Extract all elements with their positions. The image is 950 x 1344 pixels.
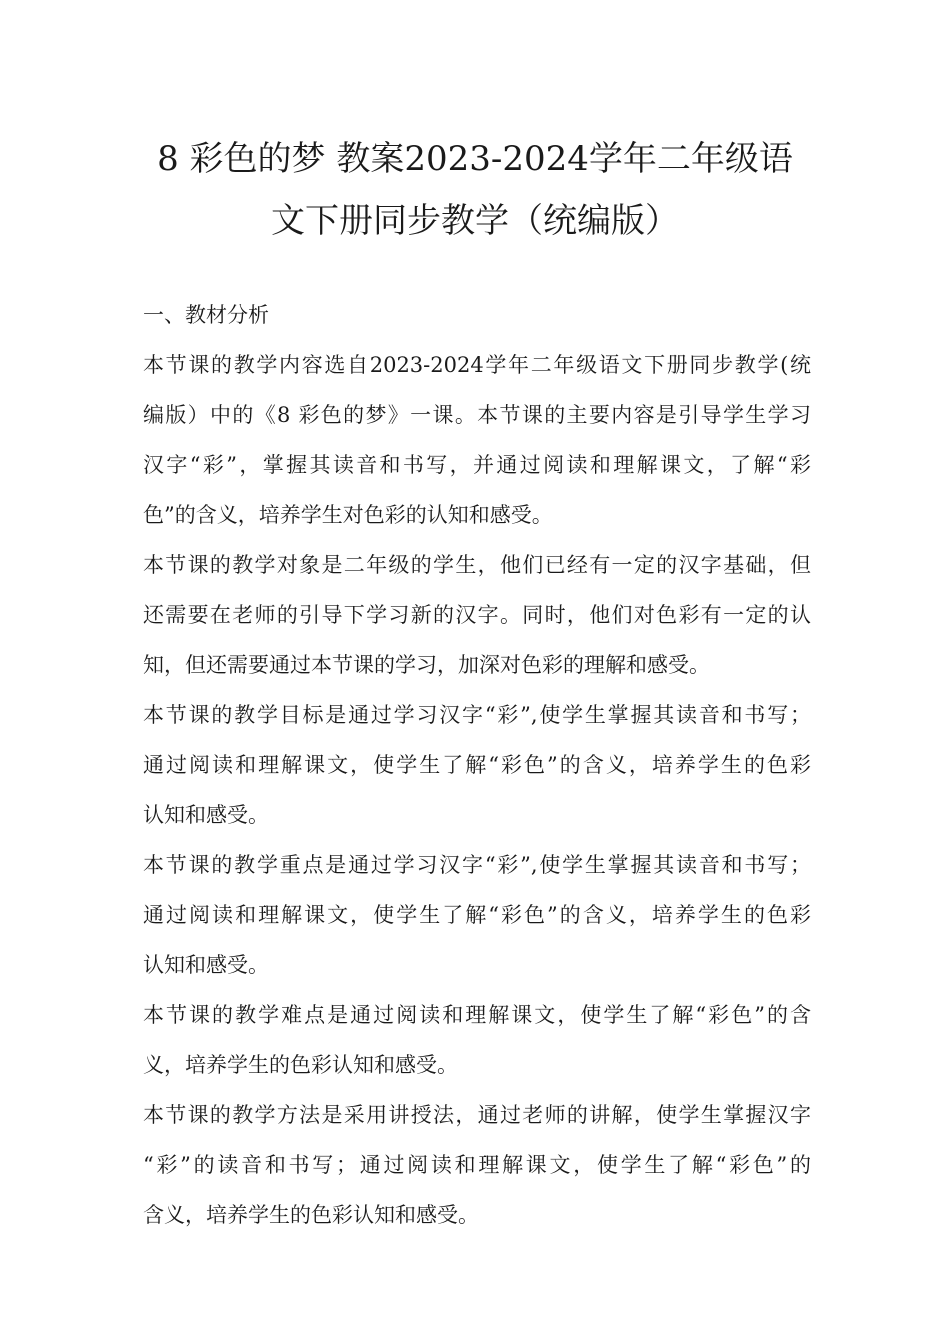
text-line: 通过阅读和理解课文，使学生了解“彩色”的含义，培养学生的色彩	[143, 903, 811, 927]
text-line: 通过阅读和理解课文，使学生了解“彩色”的含义，培养学生的色彩	[143, 753, 811, 777]
paragraph-content-source	[143, 340, 811, 540]
paragraph-teaching-method	[143, 1090, 811, 1240]
text-line: 色”的含义，培养学生对色彩的认知和感受。	[143, 503, 553, 527]
paragraph-teaching-difficulty	[143, 990, 811, 1090]
text-line: 本节课的教学目标是通过学习汉字“彩”,使学生掌握其读音和书写；	[143, 703, 811, 727]
text-line: 汉字“彩”，掌握其读音和书写，并通过阅读和理解课文，了解“彩	[143, 453, 811, 477]
text-line: 本节课的教学重点是通过学习汉字“彩”,使学生掌握其读音和书写；	[143, 853, 811, 877]
text-line: 认知和感受。	[143, 953, 269, 977]
text-line: 含义，培养学生的色彩认知和感受。	[143, 1203, 479, 1227]
text-line: 本节课的教学内容选自2023-2024学年二年级语文下册同步教学(统	[143, 353, 811, 377]
text-line: 知，但还需要通过本节课的学习，加深对色彩的理解和感受。	[143, 653, 710, 677]
paragraph-teaching-audience	[143, 540, 811, 690]
text-line: 还需要在老师的引导下学习新的汉字。同时，他们对色彩有一定的认	[143, 603, 811, 627]
text-line: 本节课的教学方法是采用讲授法，通过老师的讲解，使学生掌握汉字	[143, 1103, 811, 1127]
text-line: 义，培养学生的色彩认知和感受。	[143, 1053, 458, 1077]
document-body	[143, 290, 811, 1240]
text-line: 编版）中的《8 彩色的梦》一课。本节课的主要内容是引导学生学习	[143, 403, 811, 427]
text-line: 本节课的教学难点是通过阅读和理解课文，使学生了解“彩色”的含	[143, 1003, 811, 1027]
section-heading: 一、教材分析	[143, 303, 269, 327]
title-line-1: 8 彩色的梦 教案2023-2024学年二年级语	[157, 139, 793, 179]
paragraph-teaching-goals	[143, 690, 811, 840]
paragraph-teaching-focus	[143, 840, 811, 990]
text-line: 本节课的教学对象是二年级的学生，他们已经有一定的汉字基础，但	[143, 553, 811, 577]
document-title	[120, 128, 830, 252]
text-line: “彩”的读音和书写；通过阅读和理解课文，使学生了解“彩色”的	[143, 1153, 811, 1177]
text-line: 认知和感受。	[143, 803, 269, 827]
title-line-2: 文下册同步教学（统编版）	[271, 201, 679, 241]
